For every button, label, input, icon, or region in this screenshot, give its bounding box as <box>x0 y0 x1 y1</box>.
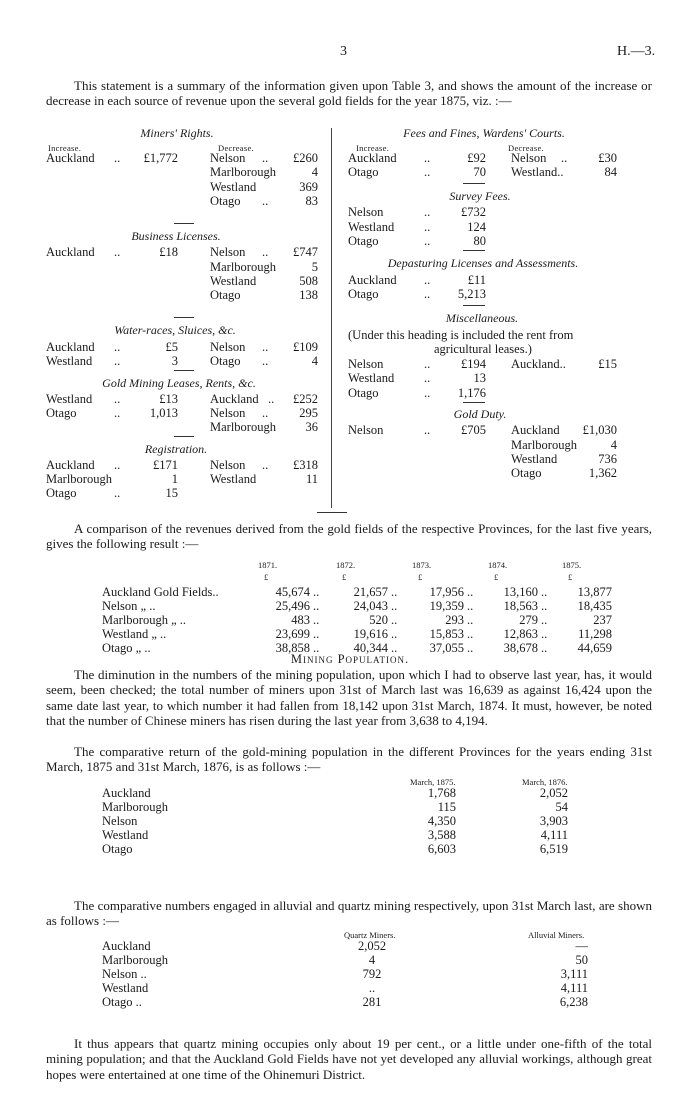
table-row <box>102 939 622 953</box>
table-row <box>102 953 622 967</box>
section-divider <box>317 512 347 513</box>
list-item: Marlborough 4 <box>511 437 617 452</box>
province-name: Nelson .. <box>102 967 147 981</box>
revenue-comparison-table <box>102 558 622 655</box>
list-item: Marlborough 1 <box>46 472 178 487</box>
table-row <box>102 967 622 981</box>
list-item: Otago .. 70 <box>348 165 486 180</box>
miners-by-type-table <box>102 928 622 1009</box>
column-labels <box>46 140 318 154</box>
leader-dots: .. <box>541 627 548 641</box>
list-item: Nelson .. £109 <box>210 339 318 354</box>
fees-fines-title: Fees and Fines, Wardens' Courts. <box>403 126 565 140</box>
leader-dots: .. <box>541 641 548 655</box>
column-divider <box>331 128 332 508</box>
intro-paragraph: This statement is a summary of the information given upon Table 3, and shows the amount of the increase or decrease in each source of revenue upon the several gold fields for the year 1875, viz. :— <box>46 78 652 109</box>
water-races-decreases <box>210 340 318 368</box>
quartz-miners: 281 <box>362 995 382 1009</box>
table-body <box>102 585 622 655</box>
increase-label: Increase. <box>356 143 390 154</box>
population-1876: 3,903 <box>539 814 568 828</box>
revenue-value: 237 <box>593 613 612 627</box>
leader-dots: .. <box>467 585 474 599</box>
quartz-miners: 4 <box>368 953 376 967</box>
population-1875: 4,350 <box>427 814 456 828</box>
revenue-value: 19,616 <box>353 627 388 641</box>
population-1876: 2,052 <box>539 786 568 800</box>
revenue-value: 40,344 <box>353 641 388 655</box>
population-1876: 4,111 <box>540 828 568 842</box>
list-item: Marlborough 36 <box>210 420 318 435</box>
revenue-value: 13,877 <box>577 585 612 599</box>
list-item: Nelson .. £732 <box>348 205 486 220</box>
list-item: Auckland .. £1,772 <box>46 151 178 166</box>
revenue-value: 13,160 <box>503 585 538 599</box>
leader-dots: .. <box>391 641 398 655</box>
table-header <box>102 558 622 569</box>
alluvial-miners: 4,111 <box>560 981 588 995</box>
table-row <box>102 995 622 1009</box>
mining-population-table <box>102 775 622 856</box>
comparison-intro: A comparison of the revenues derived from the gold fields of the respective Provinces, for the last five years, gives the following result :— <box>46 521 652 552</box>
column-header: Quartz Miners. <box>344 930 396 940</box>
list-item: Auckland .. £5 <box>46 339 178 354</box>
province-name: Westland <box>102 828 149 842</box>
water-races-increases <box>46 339 178 368</box>
revenue-value: 483 <box>291 613 310 627</box>
table-row <box>102 786 622 800</box>
list-item: Otago .. 80 <box>348 233 486 248</box>
divider <box>463 250 485 251</box>
miscellaneous-note-cont: agricultural leases.) <box>434 342 532 357</box>
table-row <box>102 828 622 842</box>
revenue-value: 38,678 <box>503 641 538 655</box>
population-1876: 6,519 <box>539 842 568 856</box>
revenue-value: 279 <box>519 613 538 627</box>
document-reference: H.—3. <box>617 44 656 59</box>
table-row <box>102 599 622 613</box>
list-item: Auckland .. £171 <box>46 458 178 473</box>
revenue-value: 45,674 <box>275 585 310 599</box>
table-body <box>102 939 622 1009</box>
revenue-value: 18,563 <box>503 599 538 613</box>
leader-dots: .. <box>467 627 474 641</box>
gold-mining-leases-title: Gold Mining Leases, Rents, &c. <box>102 375 256 390</box>
table-body <box>102 786 622 856</box>
list-item: Nelson .. £747 <box>210 245 318 260</box>
gold-duty-title: Gold Duty. <box>453 407 507 422</box>
list-item: Westland 736 <box>511 451 617 466</box>
gold-duty-block <box>348 423 620 481</box>
decrease-label: Decrease. <box>218 143 254 154</box>
business-licenses-increases <box>46 245 178 260</box>
population-1875: 6,603 <box>427 842 456 856</box>
gold-mining-leases-increases <box>46 391 178 420</box>
list-item: Westland 369 <box>210 179 318 194</box>
fees-fines-increases <box>348 151 486 179</box>
leader-dots: .. <box>391 599 398 613</box>
leader-dots: .. <box>391 627 398 641</box>
leader-dots: .. <box>467 599 474 613</box>
list-item: Otago .. 1,013 <box>46 406 178 420</box>
list-item: Otago 138 <box>210 287 318 302</box>
business-licenses-title: Business Licenses. <box>131 229 221 244</box>
revenue-value: 12,863 <box>503 627 538 641</box>
table-row <box>102 842 622 856</box>
leader-dots: .. <box>391 613 398 627</box>
conclusion-paragraph: It thus appears that quartz mining occupies only about 19 per cent., or a little under one-fifth of the total mining population; and that the Auckland Gold Fields have not yet developed any alluvial workings, although great hopes were entertained at one time of the Ohinemuri District. <box>46 1036 652 1082</box>
leader-dots: .. <box>467 641 474 655</box>
list-item: Auckland .. £92 <box>348 151 486 166</box>
increase-label: Increase. <box>48 143 82 154</box>
list-item: Auckland .. £18 <box>46 245 178 260</box>
mining-population-paragraph: The diminution in the numbers of the mining population, upon which I had to observe last year, has, it would seem, been checked; the total number of miners upon 31st of March last was 16,639 as against 16,424 upon the same date last year, to which number it had fallen from 18,142 upon 31st March, 1874. It must, however, be noted that the number of Chinese miners has risen during the last year from 3,638 to 4,194. <box>46 667 652 729</box>
miscellaneous-note: (Under this heading is included the rent from <box>348 327 574 342</box>
divider <box>463 183 485 184</box>
table-row <box>102 800 622 814</box>
leader-dots: .. <box>391 585 398 599</box>
list-item: Otago .. 5,213 <box>348 286 486 301</box>
province-name: Marlborough <box>102 800 168 814</box>
province-name: Auckland Gold Fields.. <box>102 585 219 599</box>
list-item: Nelson .. £194 <box>348 357 486 372</box>
population-1875: 3,588 <box>427 828 456 842</box>
column-header: March, 1875. <box>410 777 456 787</box>
list-item: Nelson .. £260 <box>210 151 318 166</box>
registration-block <box>46 458 318 502</box>
divider <box>174 223 194 224</box>
miscellaneous-increases <box>348 357 486 400</box>
list-item: Auckland £1,030 <box>511 423 617 438</box>
alluvial-miners: 3,111 <box>560 967 588 981</box>
revenue-value: 21,657 <box>353 585 388 599</box>
province-name: Nelson „ .. <box>102 599 156 613</box>
gold-mining-leases-block <box>46 392 318 436</box>
list-item: Nelson .. £30 <box>511 151 617 166</box>
revenue-value: 24,043 <box>353 599 388 613</box>
list-item: Marlborough 5 <box>210 259 318 274</box>
revenue-value: 293 <box>445 613 464 627</box>
revenue-value: 11,298 <box>578 627 612 641</box>
province-name: Westland <box>102 981 149 995</box>
list-item: Westland 508 <box>210 273 318 288</box>
province-name: Westland „ .. <box>102 627 167 641</box>
page-number: 3 <box>340 44 347 59</box>
table-row <box>102 613 622 627</box>
fees-fines-decreases <box>511 151 617 179</box>
province-name: Marlborough „ .. <box>102 613 187 627</box>
leader-dots: .. <box>541 585 548 599</box>
divider <box>174 436 194 437</box>
list-item: Westland .. 13 <box>348 371 486 386</box>
province-name: Nelson <box>102 814 138 828</box>
column-header: Alluvial Miners. <box>528 930 585 940</box>
alluvial-miners: 6,238 <box>559 995 588 1009</box>
gold-duty-increases <box>348 423 486 437</box>
left-column <box>46 126 318 502</box>
list-item: Westland .. 3 <box>46 353 178 368</box>
leader-dots: .. <box>313 613 320 627</box>
divider <box>174 317 194 318</box>
revenue-value: 44,659 <box>577 641 612 655</box>
registration-increases <box>46 458 178 501</box>
business-licenses-decreases <box>210 245 318 302</box>
leader-dots: .. <box>313 599 320 613</box>
gold-mining-leases-decreases <box>210 392 318 435</box>
depasturing-title: Depasturing Licenses and Assessments. <box>387 256 579 271</box>
right-column <box>348 126 620 481</box>
year-header: 1874. <box>488 560 508 570</box>
miners-rights-decreases <box>210 151 318 208</box>
column-labels <box>348 140 620 154</box>
revenue-value: 38,858 <box>275 641 310 655</box>
table-header <box>102 775 622 786</box>
gold-duty-decreases <box>511 423 617 480</box>
leader-dots: .. <box>467 613 474 627</box>
list-item: Otago .. 1,176 <box>348 385 486 400</box>
list-item: Otago 1,362 <box>511 465 617 480</box>
survey-fees-block <box>348 205 486 249</box>
water-races-block <box>46 340 318 370</box>
revenue-value: 25,496 <box>275 599 310 613</box>
miscellaneous-decreases <box>511 357 617 371</box>
revenue-value: 23,699 <box>275 627 310 641</box>
population-1875: 1,768 <box>427 786 456 800</box>
year-header: 1875. <box>562 560 582 570</box>
table-row <box>102 981 622 995</box>
quartz-miners: 2,052 <box>357 939 387 953</box>
list-item: Auckland.. £15 <box>511 357 617 372</box>
table-row <box>102 814 622 828</box>
list-item: Westland .. £13 <box>46 391 178 406</box>
miscellaneous-title: Miscellaneous. <box>445 310 519 325</box>
leader-dots: .. <box>313 641 320 655</box>
leader-dots: .. <box>313 627 320 641</box>
province-name: Auckland <box>102 939 151 953</box>
revenue-value: 15,853 <box>429 627 464 641</box>
list-item: Nelson .. 295 <box>210 406 318 420</box>
list-item: Westland 11 <box>210 472 318 487</box>
leader-dots: .. <box>541 613 548 627</box>
leader-dots: .. <box>313 585 320 599</box>
survey-fees-title: Survey Fees. <box>449 189 511 204</box>
list-item: Nelson .. £705 <box>348 423 486 438</box>
list-item: Auckland .. £252 <box>210 391 318 406</box>
fees-fines-block <box>348 151 620 181</box>
revenue-value: 520 <box>369 613 388 627</box>
divider <box>463 305 485 306</box>
alluvial-miners: — <box>575 939 588 953</box>
comparative-return-paragraph: The comparative return of the gold-mining population in the different Provinces for the years ending 31st March, 1875 and 31st March, 1876, is as follows :— <box>46 744 652 775</box>
registration-decreases <box>210 458 318 486</box>
province-name: Auckland <box>102 786 151 800</box>
business-licenses-block <box>46 245 318 317</box>
list-item: Otago .. 15 <box>46 486 178 501</box>
table-row <box>102 585 622 599</box>
list-item: Westland.. 84 <box>511 165 617 180</box>
population-1875: 115 <box>437 800 456 814</box>
revenue-value: 18,435 <box>577 599 612 613</box>
list-item: Otago .. 83 <box>210 193 318 208</box>
miners-rights-increases <box>46 151 178 166</box>
miners-rights-block <box>46 151 318 222</box>
list-item: Westland .. 124 <box>348 219 486 234</box>
water-races-title: Water-races, Sluices, &c. <box>114 323 236 338</box>
quartz-miners: .. <box>368 981 376 995</box>
depasturing-block <box>348 273 486 303</box>
currency-header: £ £ £ £ £ <box>264 572 573 582</box>
column-header: March, 1876. <box>522 777 568 787</box>
province-name: Marlborough <box>102 953 168 967</box>
table-row <box>102 627 622 641</box>
leader-dots: .. <box>541 599 548 613</box>
year-header: 1872. <box>336 560 356 570</box>
list-item: Auckland .. £11 <box>348 272 486 287</box>
year-header: 1873. <box>412 560 432 570</box>
revenue-value: 19,359 <box>429 599 464 613</box>
divider <box>174 370 194 371</box>
year-header: 1871. <box>258 560 278 570</box>
province-name: Otago „ .. <box>102 641 151 655</box>
miners-by-type-intro: The comparative numbers engaged in alluvial and quartz mining respectively, upon 31st March last, are shown as follows :— <box>46 898 652 929</box>
revenue-value: 17,956 <box>429 585 464 599</box>
divider <box>463 402 485 403</box>
province-name: Otago <box>102 842 133 856</box>
miners-rights-title: Miners' Rights. <box>140 126 214 140</box>
list-item: Otago .. 4 <box>210 353 318 368</box>
decrease-label: Decrease. <box>508 143 544 154</box>
table-header <box>102 928 622 939</box>
list-item: Marlborough 4 <box>210 165 318 180</box>
section-heading: Mining Population. <box>290 652 410 666</box>
alluvial-miners: 50 <box>575 953 588 967</box>
registration-title: Registration. <box>144 441 208 456</box>
list-item: Nelson .. £318 <box>210 458 318 473</box>
miscellaneous-block <box>348 357 620 401</box>
quartz-miners: 792 <box>362 967 382 981</box>
population-1876: 54 <box>555 800 568 814</box>
revenue-value: 37,055 <box>429 641 464 655</box>
province-name: Otago .. <box>102 995 142 1009</box>
